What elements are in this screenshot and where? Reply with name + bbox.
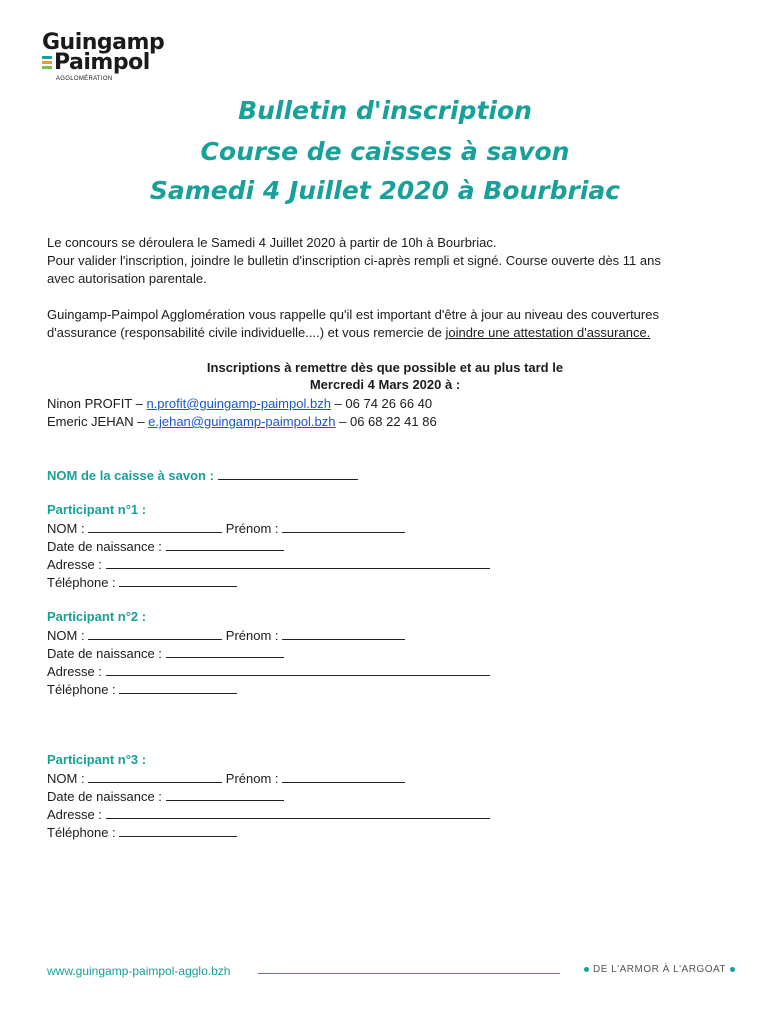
participant-3-phone-row: [47, 824, 237, 840]
phone-label: Téléphone :: [47, 575, 120, 590]
logo-line1: Guingamp: [42, 30, 165, 55]
title-line3: Samedi 4 Juillet 2020 à Bourbriac: [149, 176, 621, 205]
logo-subtitle: AGGLOMÉRATION: [56, 76, 113, 82]
participant-3-heading: Participant n°3 :: [47, 752, 147, 767]
box-name-field[interactable]: [218, 467, 358, 480]
nom-label: NOM :: [47, 521, 89, 536]
phone-field[interactable]: [119, 824, 237, 837]
box-name-label: NOM de la caisse à savon :: [47, 468, 218, 483]
dob-field[interactable]: [166, 788, 284, 801]
nom-label: NOM :: [47, 771, 89, 786]
logo: [42, 30, 182, 88]
address-label: Adresse :: [47, 807, 106, 822]
logo-stripes: [42, 56, 52, 71]
dob-field[interactable]: [166, 645, 284, 658]
phone-label: Téléphone :: [47, 825, 120, 840]
contact-phone: – 06 74 26 66 40: [330, 396, 433, 411]
address-field[interactable]: [106, 806, 490, 819]
contact-1: [47, 395, 432, 413]
participant-2-phone-row: [47, 681, 237, 697]
insurance-underlined: joindre une attestation d'assurance.: [445, 325, 651, 340]
deadline-line1: Inscriptions à remettre dès que possible et au plus tard le: [206, 360, 564, 375]
insurance-line2: [47, 324, 650, 342]
dob-label: Date de naissance :: [47, 646, 166, 661]
nom-field[interactable]: [88, 520, 222, 533]
participant-1-name-row: [47, 520, 405, 536]
dob-label: Date de naissance :: [47, 539, 166, 554]
footer-website-link[interactable]: www.guingamp-paimpol-agglo.bzh: [47, 964, 231, 978]
dob-label: Date de naissance :: [47, 789, 166, 804]
footer-slogan-text: DE L'ARMOR À L'ARGOAT: [593, 964, 727, 975]
address-label: Adresse :: [47, 557, 106, 572]
participant-3-address-row: [47, 806, 490, 822]
address-field[interactable]: [106, 663, 490, 676]
dob-field[interactable]: [166, 538, 284, 551]
logo-line2: Paimpol: [54, 50, 150, 75]
participant-3-name-row: [47, 770, 405, 786]
prenom-field[interactable]: [282, 770, 405, 783]
box-name-row: [47, 467, 358, 483]
phone-label: Téléphone :: [47, 682, 120, 697]
bullet-icon: [730, 967, 735, 972]
participant-1-address-row: [47, 556, 490, 572]
prenom-label: Prénom :: [222, 521, 283, 536]
footer-divider: [258, 973, 560, 974]
contact-email-link[interactable]: e.jehan@guingamp-paimpol.bzh: [148, 414, 336, 429]
participant-1-dob-row: [47, 538, 284, 554]
participant-3-dob-row: [47, 788, 284, 804]
participant-2-address-row: [47, 663, 490, 679]
prenom-field[interactable]: [282, 520, 405, 533]
intro-line2: Pour valider l'inscription, joindre le bulletin d'inscription ci-après rempli et signé. Course ouverte dès 11 ans: [47, 253, 661, 268]
prenom-label: Prénom :: [222, 771, 283, 786]
participant-2-name-row: [47, 627, 405, 643]
contact-phone: – 06 68 22 41 86: [335, 414, 437, 429]
prenom-label: Prénom :: [222, 628, 283, 643]
nom-field[interactable]: [88, 627, 222, 640]
prenom-field[interactable]: [282, 627, 405, 640]
contact-name: Ninon PROFIT –: [47, 396, 147, 411]
contact-name: Emeric JEHAN –: [47, 414, 149, 429]
address-field[interactable]: [106, 556, 490, 569]
contact-2: [47, 413, 437, 431]
insurance-text: d'assurance (responsabilité civile individuelle....) et vous remercie de: [47, 325, 446, 340]
phone-field[interactable]: [119, 681, 237, 694]
intro-line3: avec autorisation parentale.: [47, 271, 207, 286]
participant-2-dob-row: [47, 645, 284, 661]
title-line1: Bulletin d'inscription: [238, 96, 532, 125]
phone-field[interactable]: [119, 574, 237, 587]
insurance-line1: Guingamp-Paimpol Agglomération vous rappelle qu'il est important d'être à jour au niveau des couvertures: [47, 307, 659, 322]
address-label: Adresse :: [47, 664, 106, 679]
bullet-icon: [584, 967, 589, 972]
intro-line1: Le concours se déroulera le Samedi 4 Juillet 2020 à partir de 10h à Bourbriac.: [47, 235, 497, 250]
title-line2: Course de caisses à savon: [200, 137, 570, 166]
contact-email-link[interactable]: n.profit@guingamp-paimpol.bzh: [146, 396, 331, 411]
deadline-line2: Mercredi 4 Mars 2020 à :: [309, 377, 461, 392]
nom-label: NOM :: [47, 628, 89, 643]
participant-2-heading: Participant n°2 :: [47, 609, 147, 624]
participant-1-phone-row: [47, 574, 237, 590]
footer-slogan: [580, 964, 739, 975]
nom-field[interactable]: [88, 770, 222, 783]
participant-1-heading: Participant n°1 :: [47, 502, 147, 517]
